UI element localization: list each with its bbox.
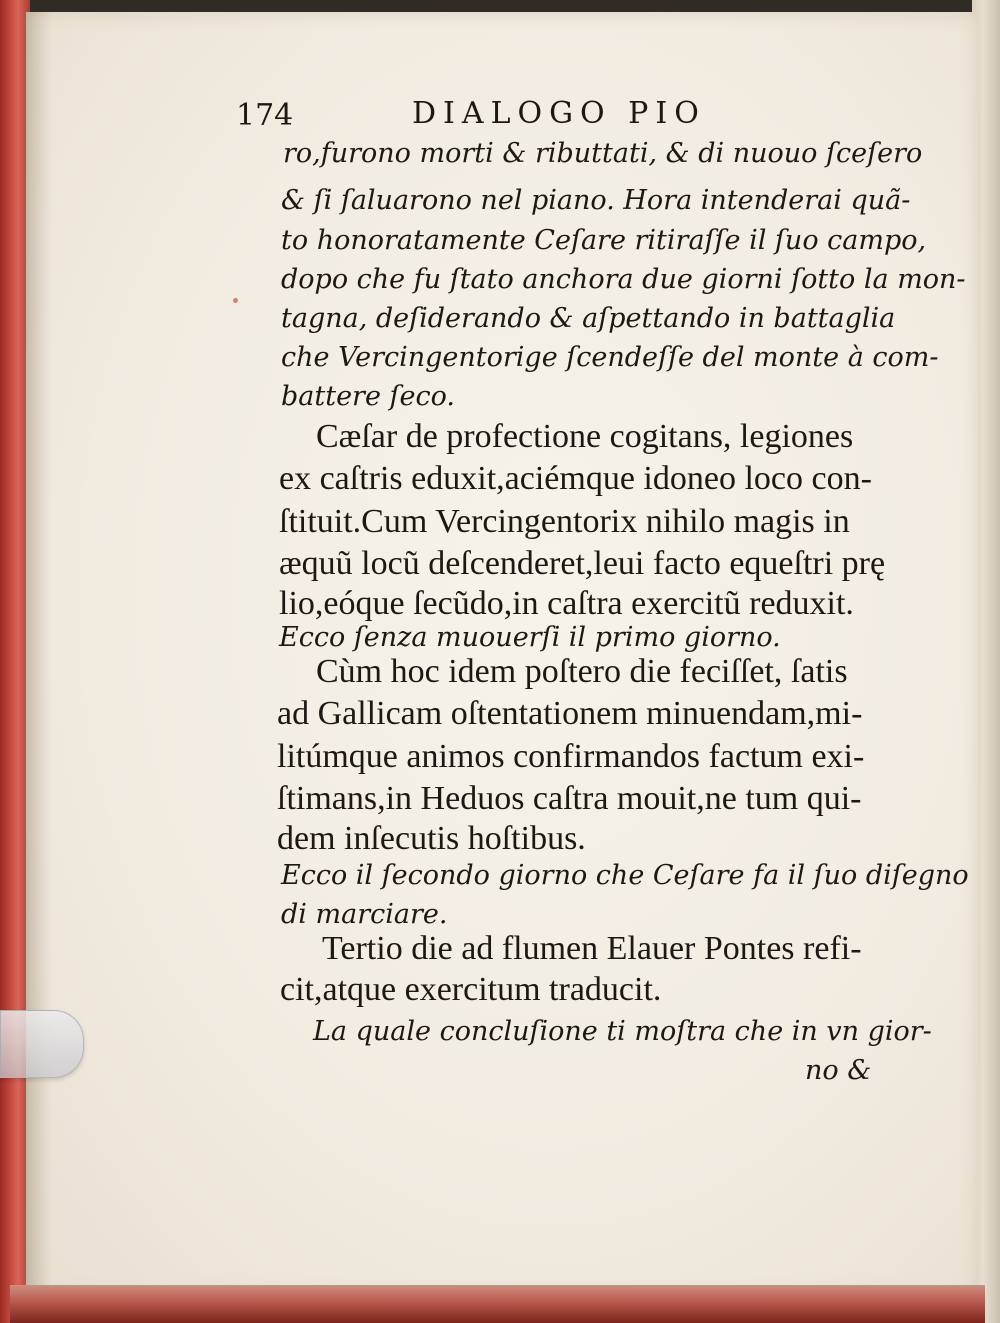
red-page-edges-bottom bbox=[10, 1285, 985, 1323]
text-line: La quale concluſione ti moſtra che in vn gior- bbox=[313, 1016, 932, 1047]
text-line: Cùm hoc idem poſtero die feciſſet, ſatis bbox=[316, 653, 848, 690]
page-shadow bbox=[26, 12, 52, 1295]
text-line: Ecco ſenza muouerſi il primo giorno. bbox=[279, 622, 781, 653]
text-line: & ſi ſaluarono nel piano. Hora intenderai quã- bbox=[281, 185, 911, 216]
text-line: battere ſeco. bbox=[281, 381, 455, 412]
text-line: di marciare. bbox=[281, 899, 448, 930]
text-line: Ecco il ſecondo giorno che Ceſare fa il ſuo diſegno bbox=[281, 860, 969, 891]
page-number: 174 bbox=[236, 98, 294, 133]
text-line: ſtituit.Cum Vercingentorix nihilo magis in bbox=[279, 503, 850, 540]
text-line: tagna, deſiderando & aſpettando in battaglia bbox=[281, 303, 896, 334]
text-line: æquũ locũ deſcenderet,leui facto equeſtri prę bbox=[279, 545, 886, 582]
text-line: dopo che fu ſtato anchora due giorni ſotto la mon- bbox=[281, 264, 966, 295]
text-line: Tertio die ad flumen Elauer Pontes refi- bbox=[322, 930, 862, 967]
text-line: lio,eóque ſecũdo,in caſtra exercitũ reduxit. bbox=[279, 585, 854, 622]
text-line: cit,atque exercitum traducit. bbox=[280, 971, 662, 1008]
text-line: ex caſtris eduxit,aciémque idoneo loco con- bbox=[279, 460, 872, 497]
text-line: Cæſar de profectione cogitans, legiones bbox=[316, 418, 854, 455]
ink-spot bbox=[233, 298, 238, 303]
text-line: dem inſecutis hoſtibus. bbox=[277, 820, 586, 857]
page-clip bbox=[0, 1010, 84, 1078]
catchword: no & bbox=[805, 1055, 872, 1086]
text-line: ro,furono morti & ributtati, & di nuouo ſceſero bbox=[283, 138, 923, 169]
text-line: to honoratamente Ceſare ritiraſſe il ſuo campo, bbox=[281, 225, 927, 256]
text-line: che Vercingentorige ſcendeſſe del monte à com- bbox=[281, 342, 939, 373]
text-line: litúmque animos confirmandos factum exi- bbox=[277, 738, 865, 775]
running-title: DIALOGO PIO bbox=[412, 96, 706, 131]
text-line: ſtimans,in Heduos caſtra mouit,ne tum qui- bbox=[277, 780, 862, 817]
text-line: ad Gallicam oſtentationem minuendam,mi- bbox=[277, 695, 863, 732]
